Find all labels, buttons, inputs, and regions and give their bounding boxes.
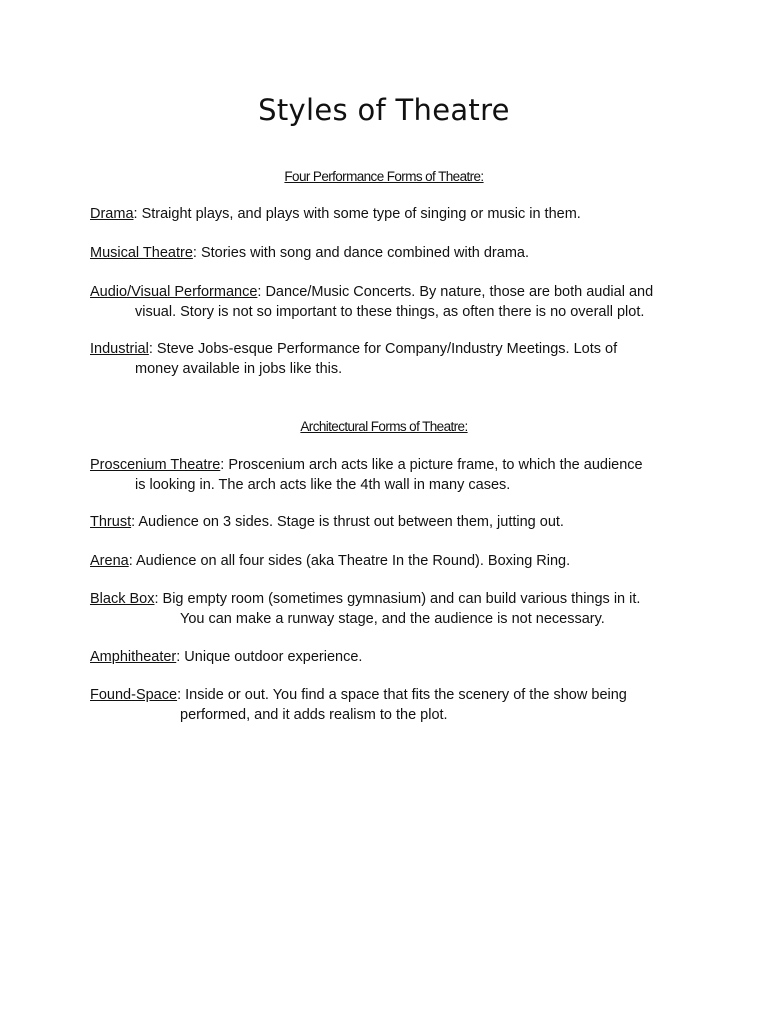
- section-heading-architectural-forms: Architectural Forms of Theatre:: [300, 419, 468, 434]
- entry-line: [90, 686, 690, 706]
- entry-line: [90, 283, 690, 303]
- entry-continuation: visual. Story is not so important to these things, as often there is no overall plot.: [135, 303, 645, 320]
- entry-term: Proscenium Theatre: [90, 457, 221, 473]
- entry-continuation: performed, and it adds realism to the plot.: [180, 706, 448, 723]
- entry-description: : Unique outdoor experience.: [176, 649, 363, 665]
- entry-term: Industrial: [90, 341, 149, 357]
- entry-arena: [90, 552, 690, 572]
- entry-term: Musical Theatre: [90, 245, 193, 261]
- entry-description: : Big empty room (sometimes gymnasium) and can build various things in it.: [154, 591, 641, 607]
- entry-black-box: [90, 590, 690, 629]
- entry-term: Audio/Visual Performance: [90, 284, 258, 300]
- entry-term: Black Box: [90, 591, 155, 607]
- entry-continuation: You can make a runway stage, and the audience is not necessary.: [180, 610, 605, 627]
- entry-description: : Inside or out. You find a space that fits the scenery of the show being: [177, 687, 627, 703]
- entry-continuation: money available in jobs like this.: [135, 360, 343, 377]
- entry-term: Found-Space: [90, 687, 178, 703]
- entry-term: Thrust: [90, 514, 132, 530]
- entry-description: : Steve Jobs-esque Performance for Company/Industry Meetings. Lots of: [148, 341, 618, 357]
- entry-line: [90, 513, 690, 533]
- entry-term: Amphitheater: [90, 649, 177, 665]
- entry-line: [90, 340, 690, 360]
- entry-musical-theatre: [90, 244, 690, 264]
- entry-description: : Dance/Music Concerts. By nature, those are both audial and: [257, 284, 654, 300]
- entry-amphitheater: [90, 648, 690, 668]
- section-heading-performance-forms: Four Performance Forms of Theatre:: [284, 169, 484, 184]
- entry-description: : Stories with song and dance combined with drama.: [192, 245, 529, 261]
- entry-line: [90, 552, 690, 572]
- entry-line: [90, 648, 690, 668]
- entry-found-space: [90, 686, 690, 725]
- entry-term: Arena: [90, 553, 129, 569]
- entry-line: [90, 456, 690, 476]
- entry-industrial: [90, 340, 690, 379]
- entry-line: [90, 590, 690, 610]
- entry-description: : Audience on all four sides (aka Theatre In the Round). Boxing Ring.: [128, 553, 571, 569]
- entry-description: : Proscenium arch acts like a picture frame, to which the audience: [220, 457, 643, 473]
- entry-audio-visual-performance: [90, 283, 690, 322]
- entry-continuation: is looking in. The arch acts like the 4th wall in many cases.: [135, 476, 511, 493]
- entry-description: : Audience on 3 sides. Stage is thrust out between them, jutting out.: [131, 514, 564, 530]
- entry-line: [90, 244, 690, 264]
- entry-description: : Straight plays, and plays with some type of singing or music in them.: [133, 206, 581, 222]
- entry-proscenium-theatre: [90, 456, 690, 495]
- entry-line: [90, 205, 690, 225]
- page-title: Styles of Theatre: [258, 93, 510, 127]
- entry-drama: [90, 205, 690, 225]
- entry-term: Drama: [90, 206, 134, 222]
- entry-thrust: [90, 513, 690, 533]
